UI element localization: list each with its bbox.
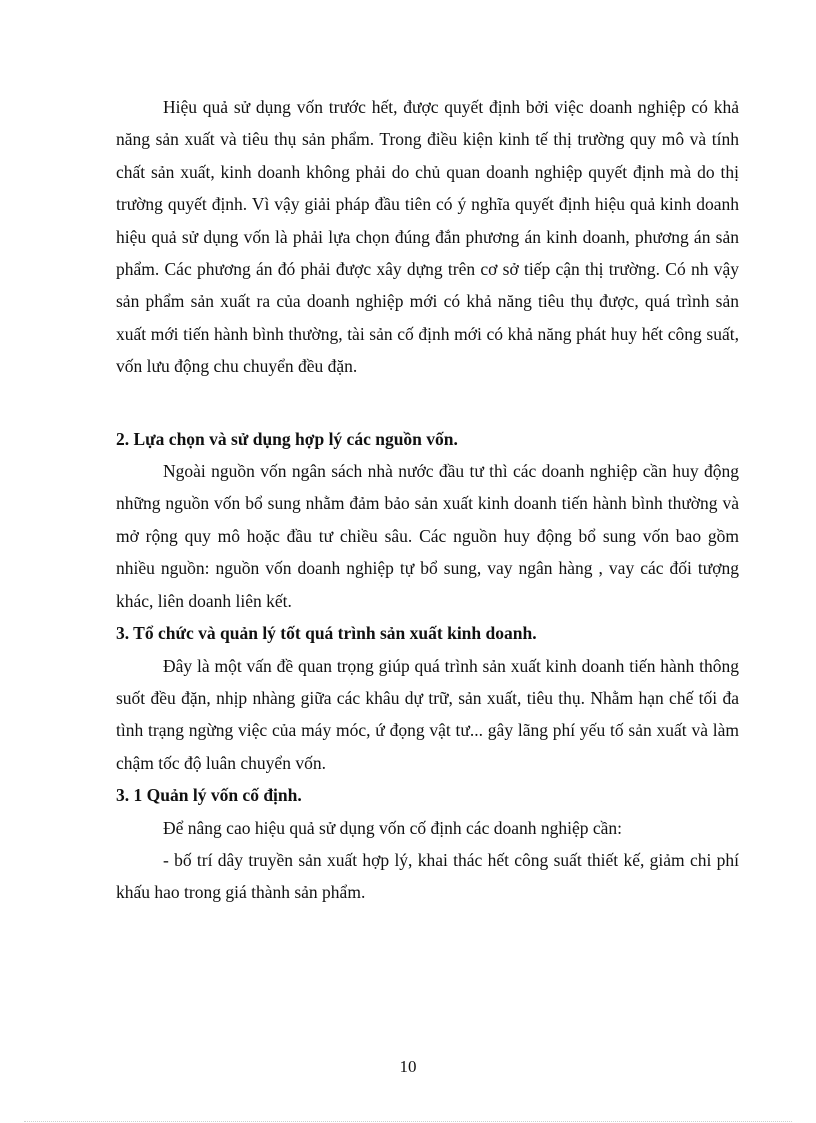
paragraph-capital-efficiency: Hiệu quả sử dụng vốn trước hết, được quyết định bởi việc doanh nghiệp có khả năng sản xuất và tiêu thụ sản phẩm. Trong điều kiện kinh tế thị trường quy mô và tính chất sản xuất, kinh doanh không phải do chủ quan doanh nghiệp quyết định mà do thị trường quyết định. Vì vậy giải pháp đầu tiên có ý nghĩa quyết định hiệu quả kinh doanh hiệu quả sử dụng vốn là phải lựa chọn đúng đắn phương án kinh doanh, phương án sản phẩm. Các phương án đó phải được xây dựng trên cơ sở tiếp cận thị trường. Có nh vậy sản phẩm sản xuất ra của doanh nghiệp mới có khả năng tiêu thụ được, quá trình sản xuất mới tiến hành bình thường, tài sản cố định mới có khả năng phát huy hết công suất, vốn lưu động chu chuyển đều đặn. — [116, 97, 739, 377]
spacer — [116, 383, 739, 423]
heading-production-management: 3. Tổ chức và quản lý tốt quá trình sản xuất kinh doanh. — [116, 623, 537, 644]
paragraph-capital-sources: Ngoài nguồn vốn ngân sách nhà nước đầu tư thì các doanh nghiệp cần huy động những nguồn vốn bổ sung nhằm đảm bảo sản xuất kinh doanh tiến hành bình thường và mở rộng quy mô hoặc đầu tư chiều sâu. Các nguồn huy động bổ sung vốn bao gồm nhiều nguồn: nguồn vốn doanh nghiệp tự bổ sung, vay ngân hàng , vay các đối tượng khác, liên doanh liên kết. — [116, 461, 739, 611]
page-number: 10 — [399, 1057, 417, 1076]
paragraph-production-management: Đây là một vấn đề quan trọng giúp quá trình sản xuất kinh doanh tiến hành thông suốt đều đặn, nhịp nhàng giữa các khâu dự trữ, sản xuất, tiêu thụ. Nhằm hạn chế tối đa tình trạng ngừng việc của máy móc, ứ đọng vật tư... gây lãng phí yếu tố sản xuất và làm chậm tốc độ luân chuyển vốn. — [116, 655, 739, 773]
document-body — [116, 91, 739, 909]
heading-capital-sources: 2. Lựa chọn và sử dụng hợp lý các nguồn vốn. — [116, 428, 458, 449]
page-bottom-divider — [24, 1121, 792, 1122]
paragraph-fixed-capital-intro: Để nâng cao hiệu quả sử dụng vốn cố định các doanh nghiệp cần: — [163, 817, 622, 838]
paragraph-fixed-capital-item: - bố trí dây truyền sản xuất hợp lý, khai thác hết công suất thiết kế, giảm chi phí khấu hao trong giá thành sản phẩm. — [116, 849, 739, 903]
heading-fixed-capital: 3. 1 Quản lý vốn cố định. — [116, 785, 302, 806]
